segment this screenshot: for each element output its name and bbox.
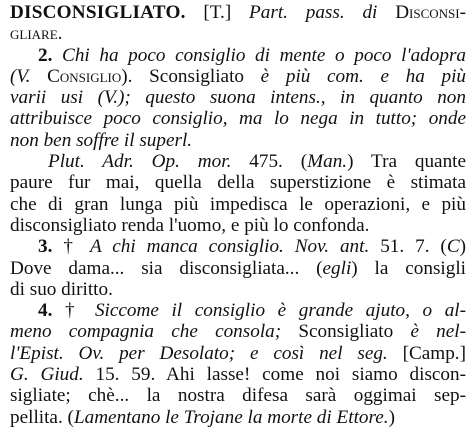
text-segment: ). Sconsigliato: [121, 65, 261, 87]
text-segment: è nel-: [410, 321, 466, 343]
text-segment: 475. (: [249, 151, 308, 173]
text-segment: ) la consigli: [351, 257, 466, 279]
text-segment: 2.: [38, 44, 63, 66]
text-segment: Lamentano le Trojane la morte di Ettore.: [73, 406, 389, 428]
entry-line: [10, 364, 466, 385]
text-segment: pellita. (: [10, 406, 74, 428]
headword: DISCONSIGLIATO.: [10, 2, 186, 23]
text-segment: Part. pass. di: [249, 2, 396, 23]
text-segment: (: [10, 65, 17, 87]
text-segment: V.: [16, 65, 48, 87]
text-segment: G. Giud.: [10, 364, 96, 386]
text-segment: ) Tra quante: [347, 151, 467, 173]
text-segment: Dove dama... sia disconsigliata... (: [10, 257, 323, 279]
text-segment: Chi ha poco consiglio di mente o poco l'adopra: [62, 44, 467, 66]
text-segment: C: [446, 236, 460, 258]
entry-line: [10, 215, 466, 236]
text-segment: paure fur mai, quella della superstizione è stimata: [10, 172, 466, 194]
text-segment: gliare.: [10, 23, 63, 45]
text-segment: disconsigliato renda l'uomo, e più lo confonda.: [10, 214, 370, 236]
entry-line: [10, 23, 466, 44]
entry-line: [10, 385, 466, 406]
text-segment: è più com. e ha più: [260, 65, 466, 87]
entry-line: [10, 130, 466, 151]
text-segment: A chi manca consiglio. Nov. ant.: [89, 236, 381, 258]
entry-line: [10, 2, 466, 23]
text-segment: Disconsi-: [395, 2, 466, 23]
text-segment: †: [63, 236, 90, 258]
text-segment: non ben soffre il superl.: [10, 129, 193, 151]
entry-line: [10, 45, 466, 66]
text-segment: Plut. Adr. Op. mor.: [48, 151, 250, 173]
text-segment: meno compagnia che consola;: [10, 321, 299, 343]
text-segment: sigliate; chè... la nostra difesa sarà oggimai sep-: [10, 385, 466, 407]
text-segment: varii usi (V.); questo suona intens., in quanto non: [10, 87, 466, 109]
entry-line: [10, 194, 466, 215]
entry-line: [10, 407, 466, 428]
entry-line: [10, 108, 466, 129]
text-segment: 4.: [38, 300, 65, 322]
text-segment: [T.]: [185, 2, 250, 23]
entry-line: [10, 66, 466, 87]
text-segment: Sconsigliato: [298, 321, 411, 343]
text-segment: 51. 7. (: [380, 236, 447, 258]
entry-line: [10, 343, 466, 364]
entry-line: [10, 151, 466, 172]
text-segment: che di gran lunga più impedisca le operazioni, e più: [10, 193, 466, 215]
text-segment: Consiglio: [47, 65, 122, 87]
text-segment: l'Epist. Ov. per Desolato; e così nel seg.: [10, 342, 403, 364]
text-segment: Man.: [307, 151, 348, 173]
text-segment: ): [459, 236, 467, 258]
text-segment: attribuisce poco consiglio, ma lo nega in tutto; onde: [10, 108, 466, 130]
text-segment: di suo diritto.: [10, 278, 113, 300]
entry-line: [10, 236, 466, 257]
text-segment: ): [388, 406, 395, 428]
entry-line: [10, 321, 466, 342]
entry-line: [10, 258, 466, 279]
entry-line: [10, 300, 466, 321]
entry-line: [10, 279, 466, 300]
text-segment: 15. 59. Ahi lasse! come noi siamo discon-: [95, 364, 467, 386]
entry-line: [10, 87, 466, 108]
text-segment: Siccome il consiglio è grande ajuto, o al-: [94, 300, 467, 322]
text-segment: †: [64, 300, 95, 322]
text-segment: 3.: [38, 236, 64, 258]
text-segment: egli: [322, 257, 352, 279]
entry-line: [10, 172, 466, 193]
text-segment: [Camp.]: [402, 342, 466, 364]
